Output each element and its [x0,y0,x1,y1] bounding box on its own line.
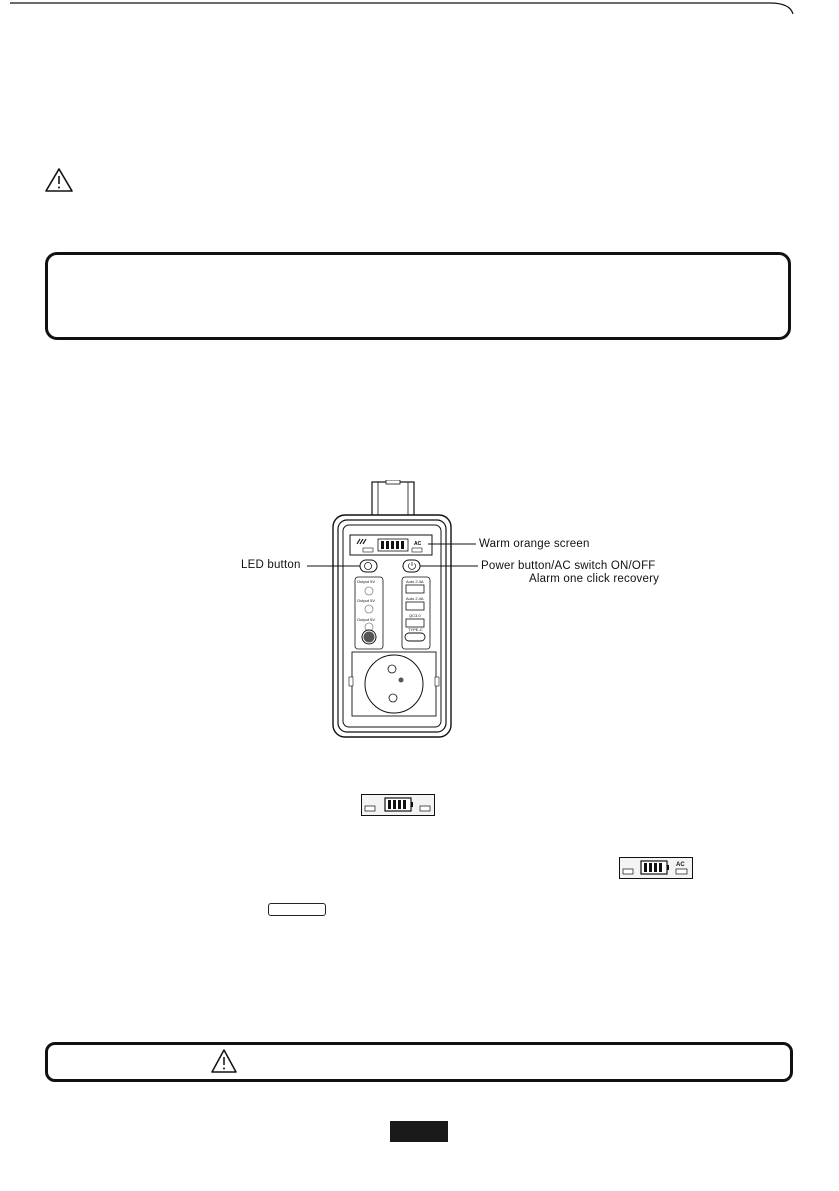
power-button-label: Power button/AC switch ON/OFF [481,560,656,572]
svg-text:QC3.0: QC3.0 [409,613,421,618]
svg-text:Output 5V: Output 5V [357,579,376,584]
svg-text:Auto 2.4A: Auto 2.4A [406,579,424,584]
svg-text:TYPE-C: TYPE-C [408,627,423,632]
svg-text:AC: AC [414,541,422,547]
battery-ac-indicator-icon [619,857,693,879]
blank-indicator-box [268,903,326,916]
warning-banner [45,1042,793,1082]
battery-indicator-icon [361,794,435,816]
warning-icon [210,1048,238,1074]
warm-screen-label: Warm orange screen [479,538,590,550]
led-button-label: LED button [241,559,301,571]
svg-text:Auto 2.4A: Auto 2.4A [406,596,424,601]
svg-text:Output 5V: Output 5V [357,598,376,603]
alarm-recovery-label: Alarm one click recovery [529,573,660,585]
page-number-tab [390,1121,448,1142]
svg-text:Output 5V: Output 5V [357,617,376,622]
ac-tag: AC [676,862,685,868]
